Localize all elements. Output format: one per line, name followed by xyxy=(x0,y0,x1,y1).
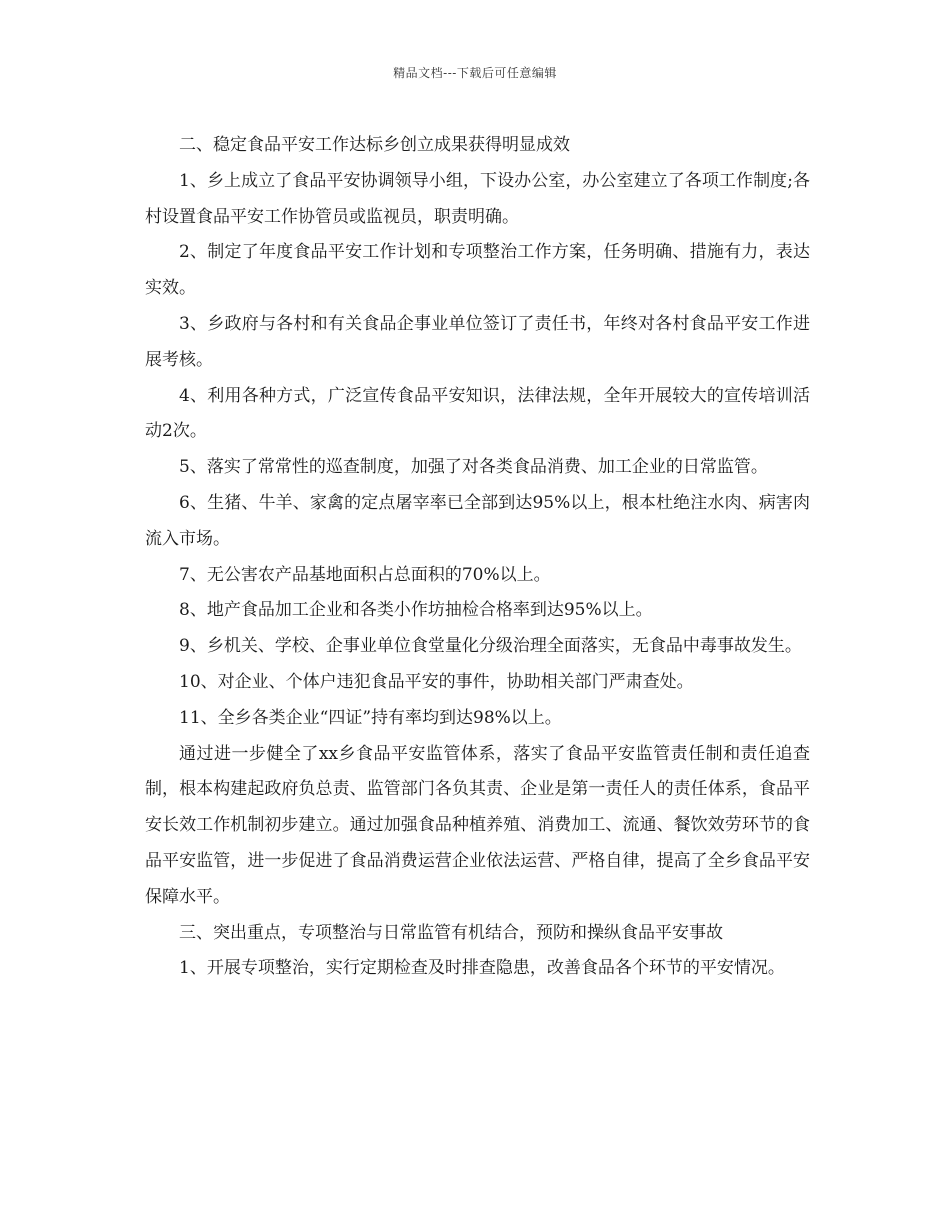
paragraph: 10、对企业、个体户违犯食品平安的事件，协助相关部门严肃查处。 xyxy=(179,671,694,692)
paragraph: 1、开展专项整治，实行定期检查及时排查隐患，改善食品各个环节的平安情况。 xyxy=(179,958,785,979)
paragraph: 3、乡政府与各村和有关食品企事业单位签订了责任书，年终对各村食品平安工作进展考核。 xyxy=(145,313,810,370)
page-header: 精品文档---下载后可任意编辑 xyxy=(393,66,557,80)
section-heading: 三、突出重点，专项整治与日常监管有机结合，预防和操纵食品平安事故 xyxy=(179,922,723,943)
paragraph: 1、乡上成立了食品平安协调领导小组，下设办公室，办公室建立了各项工作制度;各村设置食品平安工作协管员或监视员，职责明确。 xyxy=(145,170,810,227)
paragraph: 9、乡机关、学校、企事业单位食堂量化分级治理全面落实，无食品中毒事故发生。 xyxy=(179,636,802,657)
paragraph: 8、地产食品加工企业和各类小作坊抽检合格率到达95%以上。 xyxy=(179,600,653,621)
paragraph: 5、落实了常常性的巡查制度，加强了对各类食品消费、加工企业的日常监管。 xyxy=(179,457,768,478)
paragraph: 通过进一步健全了xx乡食品平安监管体系，落实了食品平安监管责任制和责任追查制，根本构建起政府负总责、监管部门各负其责、企业是第一责任人的责任体系，食品平安长效工作机制初步建立。通过加强食品种植养殖、消费加工、流通、餐饮效劳环节的食品平安监管，进一步促进了食品消费运营企业依法运营、严格自律，提高了全乡食品平安保障水平。 xyxy=(145,743,810,907)
section-heading: 二、稳定食品平安工作达标乡创立成果获得明显成效 xyxy=(179,135,570,155)
paragraph: 4、利用各种方式，广泛宣传食品平安知识，法律法规，全年开展较大的宣传培训活动2次。 xyxy=(145,385,810,442)
paragraph: 11、全乡各类企业“四证”持有率均到达98%以上。 xyxy=(179,707,562,728)
paragraph: 7、无公害农产品基地面积占总面积的70%以上。 xyxy=(179,564,551,585)
paragraph: 2、制定了年度食品平安工作计划和专项整治工作方案，任务明确、措施有力，表达实效。 xyxy=(145,242,810,299)
document-body xyxy=(145,128,810,987)
paragraph: 6、生猪、牛羊、家禽的定点屠宰率已全部到达95%以上，根本杜绝注水肉、病害肉流入市场。 xyxy=(145,492,810,549)
